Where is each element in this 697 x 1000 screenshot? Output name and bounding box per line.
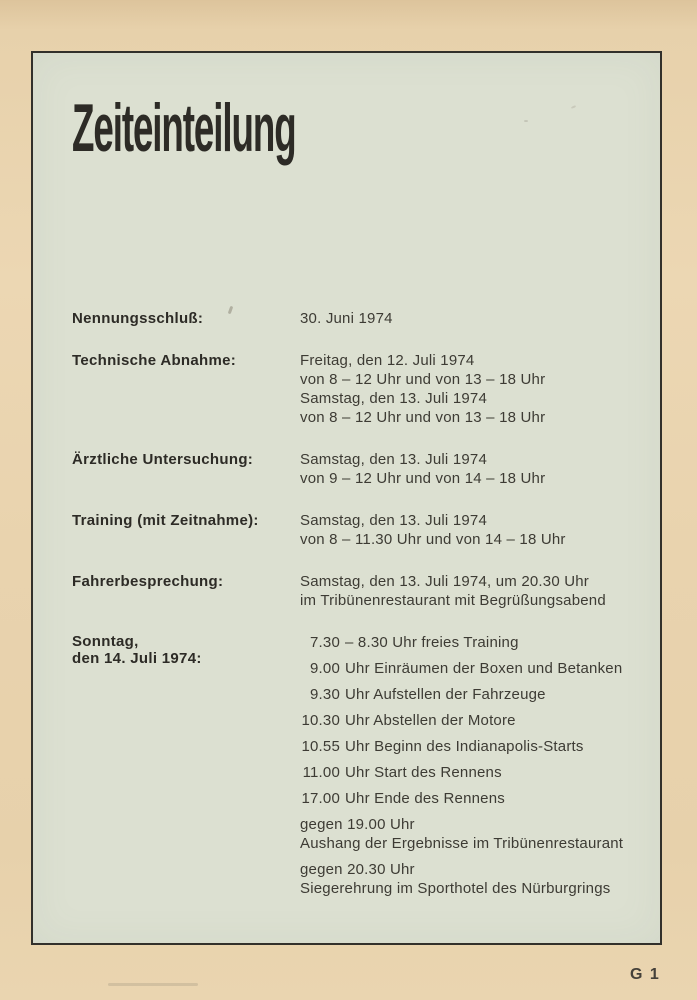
- program-entry-approx: [300, 815, 652, 853]
- schedule-table: [72, 309, 652, 928]
- row-label: Fahrerbesprechung:: [72, 573, 224, 590]
- row-line: Samstag, den 13. Juli 1974: [300, 451, 487, 468]
- program-entry: [300, 711, 652, 730]
- row-line: von 8 – 12 Uhr und von 13 – 18 Uhr: [300, 371, 546, 388]
- row-label: [72, 633, 300, 905]
- entry-text: Uhr Start des Rennens: [345, 764, 502, 781]
- program-entry: [300, 685, 652, 704]
- program-entry: [300, 763, 652, 782]
- entry-text: Uhr Einräumen der Boxen und Betanken: [345, 660, 623, 677]
- page-title: Zeiteinteilung: [72, 90, 296, 166]
- entry-time: 7.30: [310, 634, 340, 651]
- scan-smudge: [108, 983, 198, 986]
- row-label: Ärztliche Untersuchung:: [72, 451, 254, 468]
- row-content: [300, 450, 652, 488]
- row-line: 30. Juni 1974: [300, 310, 393, 327]
- program-entry: [300, 789, 652, 808]
- program-entry: [300, 659, 652, 678]
- entry-time: 17.00: [301, 790, 340, 807]
- page-number: G 1: [630, 966, 661, 983]
- entry-text: Uhr Abstellen der Motore: [345, 712, 516, 729]
- row-line: Samstag, den 13. Juli 1974, um 20.30 Uhr: [300, 573, 590, 590]
- entry-time: 10.30: [301, 712, 340, 729]
- row-content: [300, 351, 652, 427]
- row-label-line: den 14. Juli 1974:: [72, 650, 202, 667]
- entry-time: 11.00: [302, 764, 340, 781]
- program-entry-approx: [300, 860, 652, 898]
- entry-time: 9.30: [310, 686, 340, 703]
- row-label-line: Sonntag,: [72, 633, 139, 650]
- schedule-row-nennungsschluss: [72, 309, 652, 328]
- page-frame: [31, 51, 662, 945]
- row-line: von 8 – 12 Uhr und von 13 – 18 Uhr: [300, 409, 546, 426]
- program-entry: [300, 633, 652, 652]
- entry-time-approx: gegen 20.30 Uhr: [300, 861, 415, 878]
- schedule-row-training: [72, 511, 652, 549]
- row-line: Samstag, den 13. Juli 1974: [300, 512, 487, 529]
- entry-text: Uhr Ende des Rennens: [345, 790, 505, 807]
- row-content: [300, 309, 652, 328]
- row-line: von 8 – 11.30 Uhr und von 14 – 18 Uhr: [300, 531, 566, 548]
- row-label: Training (mit Zeitnahme):: [72, 512, 259, 529]
- schedule-row-aerztliche-untersuchung: [72, 450, 652, 488]
- row-content: [300, 511, 652, 549]
- row-label: Technische Abnahme:: [72, 352, 237, 369]
- sunday-program: [300, 633, 652, 905]
- row-line: von 9 – 12 Uhr und von 14 – 18 Uhr: [300, 470, 546, 487]
- entry-text: Uhr Aufstellen der Fahrzeuge: [345, 686, 546, 703]
- entry-text: Uhr Beginn des Indianapolis-Starts: [345, 738, 584, 755]
- entry-text: Siegerehrung im Sporthotel des Nürburgrings: [300, 880, 611, 897]
- row-line: Freitag, den 12. Juli 1974: [300, 352, 475, 369]
- program-entry: [300, 737, 652, 756]
- schedule-row-technische-abnahme: [72, 351, 652, 427]
- schedule-row-fahrerbesprechung: [72, 572, 652, 610]
- row-line: Samstag, den 13. Juli 1974: [300, 390, 487, 407]
- scan-speck: [524, 120, 528, 122]
- entry-text: Aushang der Ergebnisse im Tribünenrestaurant: [300, 835, 624, 852]
- entry-text: – 8.30 Uhr freies Training: [345, 634, 519, 651]
- schedule-row-sonntag: [72, 633, 652, 905]
- row-content: [300, 572, 652, 610]
- row-line: im Tribünenrestaurant mit Begrüßungsabend: [300, 592, 606, 609]
- row-label: Nennungsschluß:: [72, 310, 204, 327]
- entry-time: 10.55: [301, 738, 340, 755]
- entry-time-approx: gegen 19.00 Uhr: [300, 816, 415, 833]
- entry-time: 9.00: [310, 660, 340, 677]
